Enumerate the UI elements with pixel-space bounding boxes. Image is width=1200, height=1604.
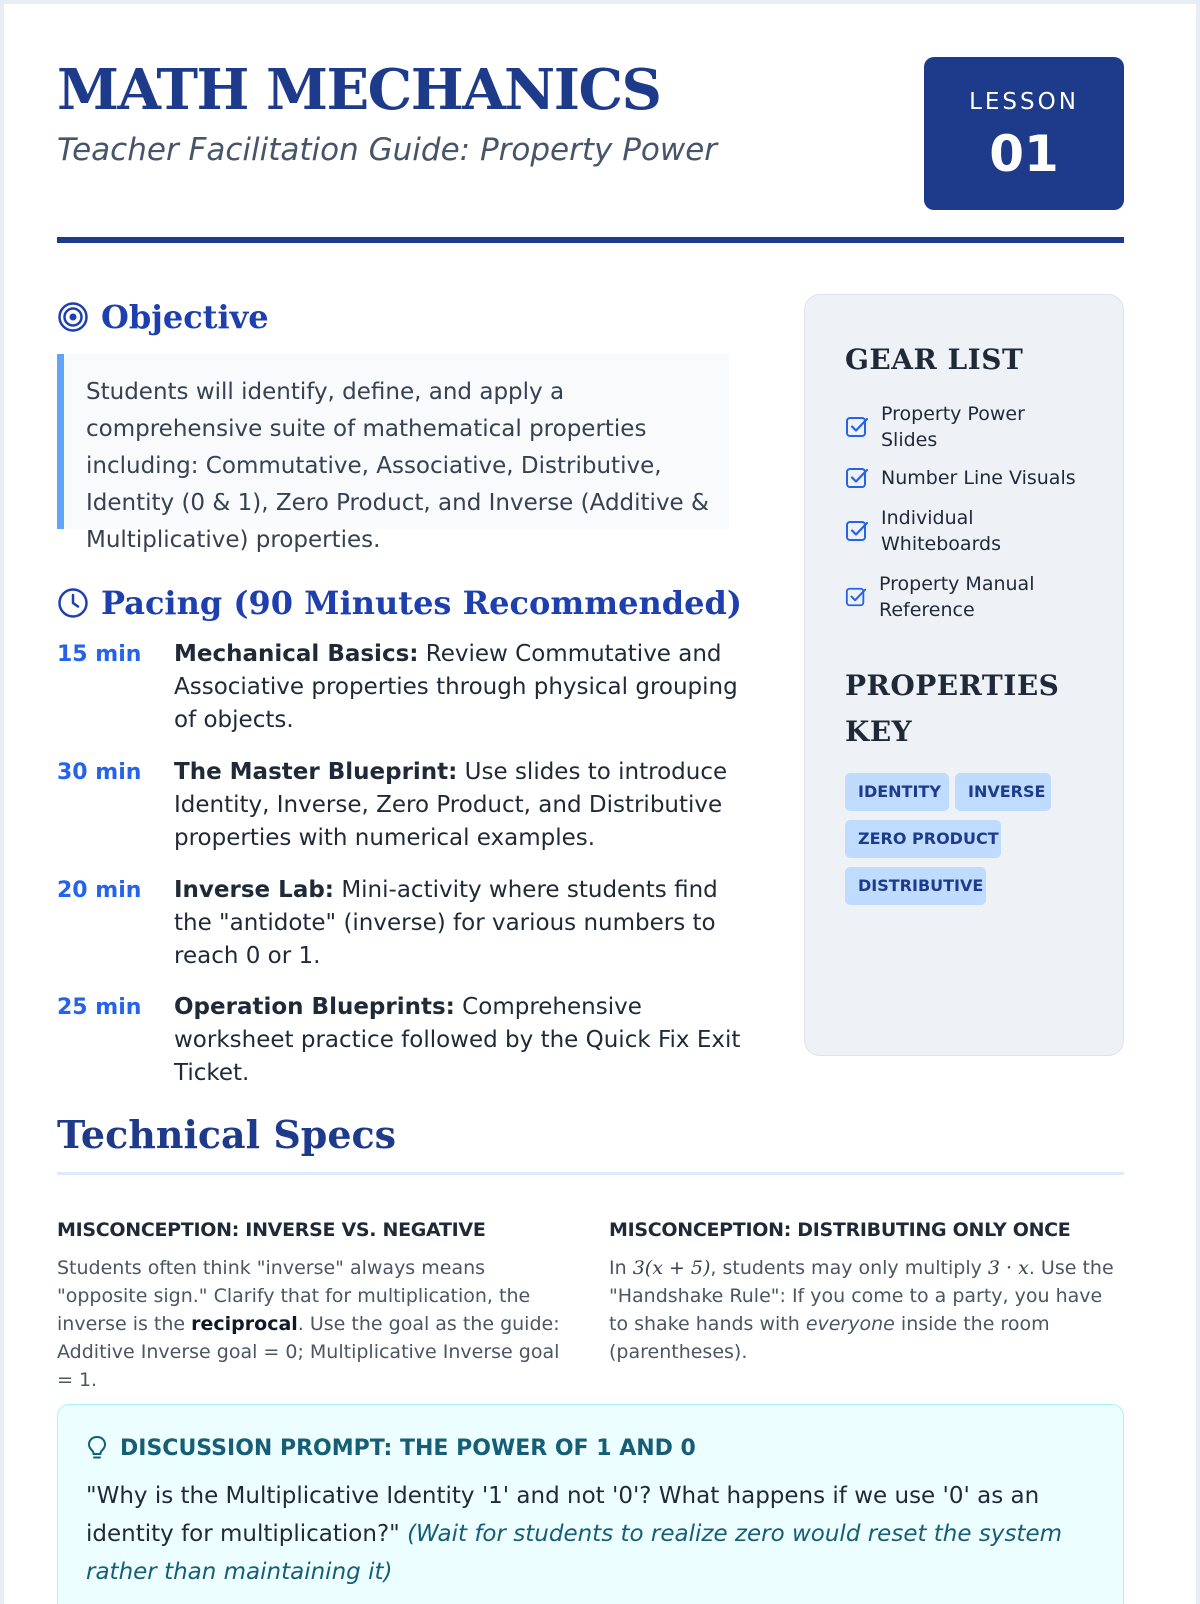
lesson-number: 01 bbox=[989, 125, 1059, 183]
checkbox-checked-icon bbox=[845, 586, 867, 608]
discussion-heading-text: DISCUSSION PROMPT: THE POWER OF 1 AND 0 bbox=[120, 1435, 696, 1461]
pacing-item-title: Operation Blueprints: bbox=[174, 994, 455, 1020]
page-subtitle: Teacher Facilitation Guide: Property Power bbox=[57, 132, 718, 168]
math-expression: 3 · x bbox=[987, 1257, 1029, 1279]
misconception-text-part: . Use the "Handshake Rule": If you come to a party, you have to shake hands with bbox=[609, 1257, 1114, 1335]
misconception-bold-term: reciprocal bbox=[191, 1313, 298, 1335]
sidebar-panel bbox=[804, 294, 1124, 1056]
misconception-title: MISCONCEPTION: INVERSE VS. NEGATIVE bbox=[57, 1219, 486, 1241]
pacing-time: 25 min bbox=[57, 995, 142, 1020]
pacing-item-title: Inverse Lab: bbox=[174, 877, 335, 903]
pacing-heading bbox=[57, 584, 742, 622]
technical-specs-heading: Technical Specs bbox=[57, 1112, 397, 1157]
gear-list-item bbox=[845, 465, 1105, 491]
gear-list-heading: GEAR LIST bbox=[845, 343, 1024, 376]
objective-text: Students will identify, define, and apply a comprehensive suite of mathematical properties including: Commutative, Associative, Distributive, Identity (0 & 1), Zero Product, and Inverse (Additive & Multiplicative) properties. bbox=[86, 379, 709, 553]
lesson-label: LESSON bbox=[969, 89, 1079, 115]
misconception-text-part: , students may only multiply bbox=[710, 1257, 988, 1279]
property-tag: ZERO PRODUCT bbox=[845, 820, 1001, 858]
page-title: MATH MECHANICS bbox=[57, 57, 661, 123]
misconception-text-part: Students often think "inverse" always means "opposite sign." Clarify that for multiplication, the inverse is the bbox=[57, 1257, 531, 1335]
pacing-time: 30 min bbox=[57, 760, 142, 785]
pacing-item bbox=[57, 756, 747, 855]
checkbox-checked-icon bbox=[845, 519, 869, 543]
pacing-description bbox=[174, 991, 747, 1090]
misconception-emphasis: everyone bbox=[805, 1313, 895, 1335]
misconception-text bbox=[57, 1254, 572, 1394]
misconception-text-part: In bbox=[609, 1257, 633, 1279]
objective-heading bbox=[57, 298, 269, 336]
discussion-text bbox=[86, 1477, 1086, 1591]
pacing-item bbox=[57, 874, 747, 973]
discussion-note: (Wait for students to realize zero would reset the system rather than maintaining it) bbox=[86, 1521, 1063, 1585]
lightbulb-icon bbox=[86, 1435, 108, 1461]
properties-key-heading-line: PROPERTIES bbox=[845, 669, 1060, 702]
pacing-item-text: Use slides to introduce Identity, Inverse, Zero Product, and Distributive properties with numerical examples. bbox=[174, 759, 728, 851]
pacing-item-title: The Master Blueprint: bbox=[174, 759, 458, 785]
pacing-item-text: Mini-activity where students find the "antidote" (inverse) for various numbers to reach 0 or 1. bbox=[174, 877, 718, 969]
gear-list-label: Property Manual Reference bbox=[879, 573, 1035, 621]
pacing-description bbox=[174, 874, 747, 973]
gear-list-label: Property Power Slides bbox=[881, 403, 1025, 451]
discussion-prompt-box bbox=[57, 1404, 1124, 1604]
technical-specs-divider bbox=[57, 1172, 1124, 1175]
discussion-quote: "Why is the Multiplicative Identity '1' and not '0'? What happens if we use '0' as an identity for multiplication?" bbox=[86, 1483, 1040, 1547]
lesson-badge bbox=[924, 57, 1124, 210]
pacing-description bbox=[174, 756, 747, 855]
header-divider bbox=[57, 237, 1124, 243]
clock-icon bbox=[57, 587, 89, 619]
objective-heading-text: Objective bbox=[101, 298, 269, 336]
gear-list-label: Individual Whiteboards bbox=[881, 507, 1002, 555]
checkbox-checked-icon bbox=[845, 466, 869, 490]
properties-key-heading bbox=[845, 663, 1059, 755]
pacing-heading-text: Pacing (90 Minutes Recommended) bbox=[101, 584, 742, 622]
misconception-text-part: . Use the goal as the guide: Additive Inverse goal = 0; Multiplicative Inverse goal = 1. bbox=[57, 1313, 560, 1391]
objective-box bbox=[57, 354, 729, 553]
pacing-time: 20 min bbox=[57, 878, 142, 903]
checkbox-checked-icon bbox=[845, 415, 869, 439]
property-tag: DISTRIBUTIVE bbox=[845, 867, 986, 905]
math-expression: 3(x + 5) bbox=[632, 1257, 711, 1279]
gear-list-item bbox=[845, 571, 1105, 623]
misconception-title: MISCONCEPTION: DISTRIBUTING ONLY ONCE bbox=[609, 1219, 1071, 1241]
pacing-item bbox=[57, 991, 747, 1090]
gear-list-item bbox=[845, 505, 1105, 557]
gear-list-item bbox=[845, 401, 1105, 453]
target-icon bbox=[57, 301, 89, 333]
pacing-item-text: Review Commutative and Associative properties through physical grouping of objects. bbox=[174, 641, 738, 733]
pacing-item-title: Mechanical Basics: bbox=[174, 641, 419, 667]
pacing-description bbox=[174, 638, 747, 737]
misconception-text bbox=[609, 1254, 1124, 1366]
properties-key-heading-line: KEY bbox=[845, 715, 913, 748]
discussion-heading bbox=[86, 1435, 696, 1461]
property-tag: INVERSE bbox=[955, 773, 1051, 811]
misconception-text-part: inside the room (parentheses). bbox=[609, 1313, 1050, 1363]
gear-list-label: Number Line Visuals bbox=[881, 467, 1076, 489]
property-tag: IDENTITY bbox=[845, 773, 949, 811]
pacing-item bbox=[57, 638, 747, 737]
page bbox=[4, 4, 1196, 1604]
pacing-time: 15 min bbox=[57, 642, 142, 667]
pacing-item-text: Comprehensive worksheet practice followed by the Quick Fix Exit Ticket. bbox=[174, 994, 741, 1086]
